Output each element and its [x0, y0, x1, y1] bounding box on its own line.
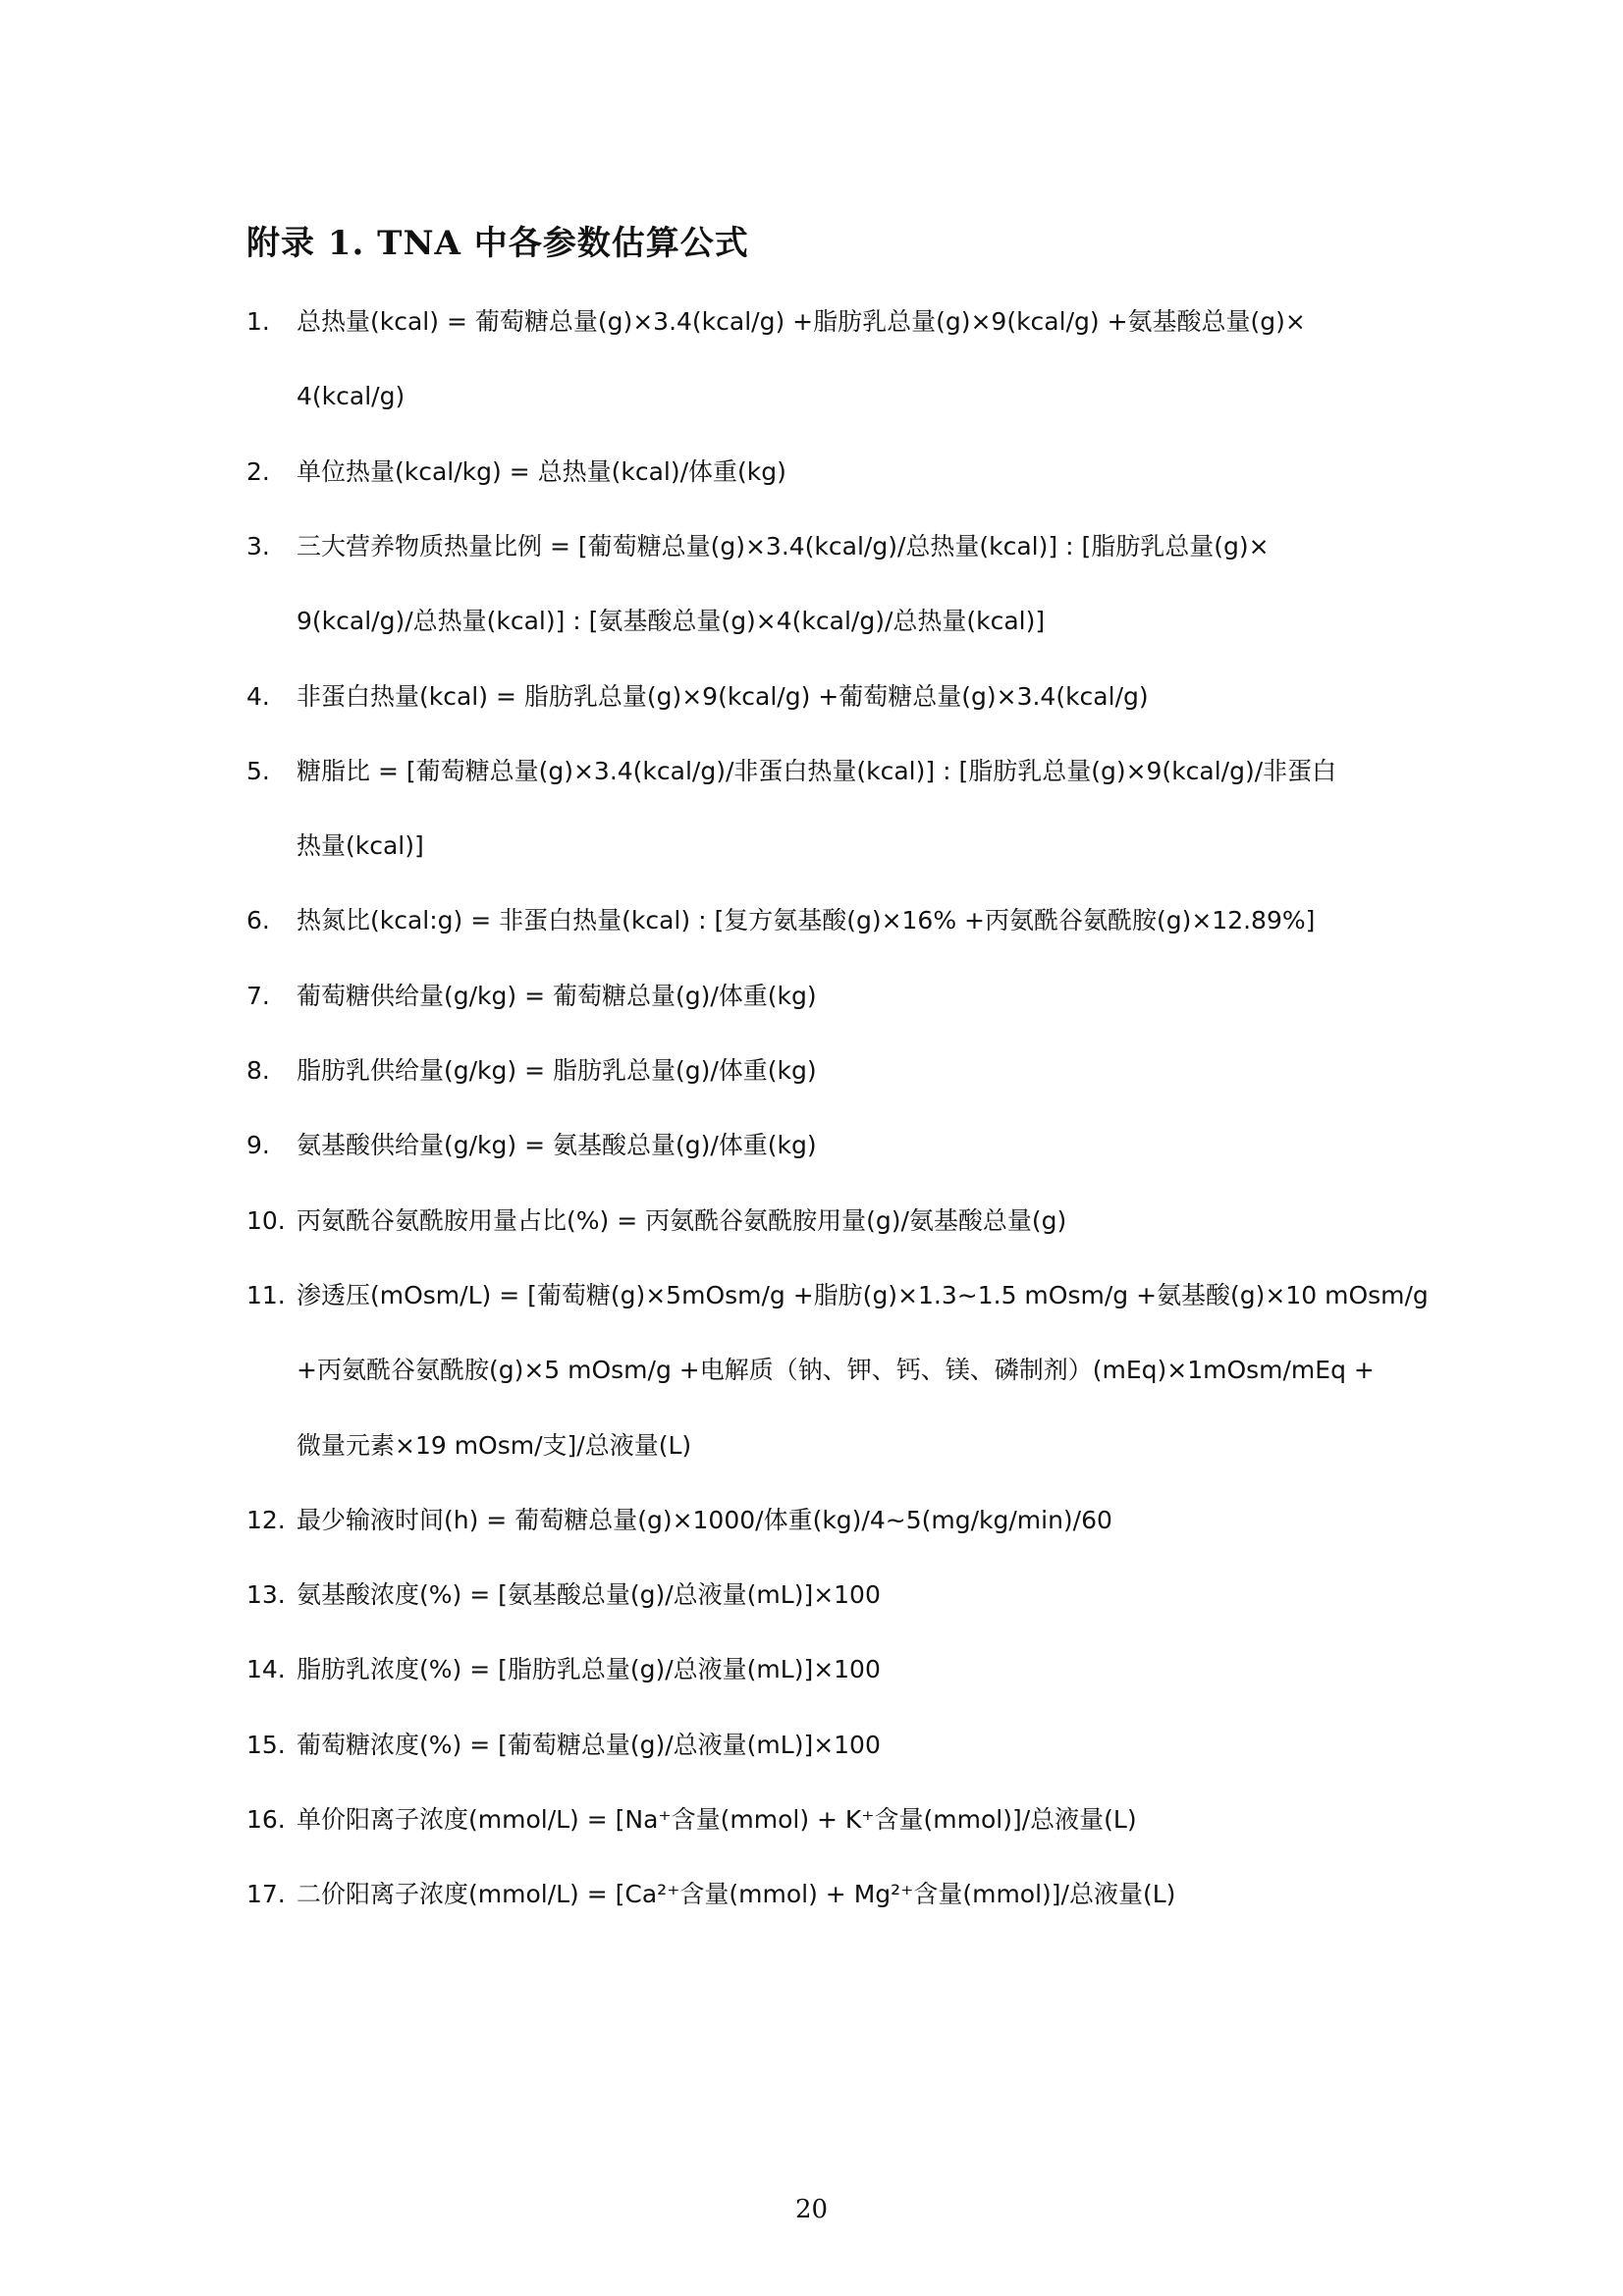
page-number: 20: [794, 2195, 829, 2224]
formula-text: 微量元素×19 mOsm/支]/总液量(L): [297, 1431, 692, 1460]
formula-text: 葡萄糖浓度(%) = [葡萄糖总量(g)/总液量(mL)]×100: [297, 1731, 881, 1759]
formula-number: 16.: [246, 1805, 286, 1834]
formula-number: 5.: [246, 757, 270, 785]
formula-text: 总热量(kcal) = 葡萄糖总量(g)×3.4(kcal/g) +脂肪乳总量(g)×9(kcal/g) +氨基酸总量(g)×: [297, 307, 1306, 336]
formula-text: 糖脂比 = [葡萄糖总量(g)×3.4(kcal/g)/非蛋白热量(kcal)] : [脂肪乳总量(g)×9(kcal/g)/非蛋白: [297, 757, 1337, 785]
formula-text: 单价阳离子浓度(mmol/L) = [Na⁺含量(mmol) + K⁺含量(mmol)]/总液量(L): [297, 1805, 1137, 1834]
formula-text: 最少输液时间(h) = 葡萄糖总量(g)×1000/体重(kg)/4~5(mg/kg/min)/60: [297, 1506, 1112, 1534]
formula-number: 12.: [246, 1506, 286, 1534]
formula-text: 4(kcal/g): [297, 382, 406, 410]
formula-number: 11.: [246, 1281, 286, 1309]
formula-text: 氨基酸浓度(%) = [氨基酸总量(g)/总液量(mL)]×100: [297, 1580, 881, 1609]
formula-text: 脂肪乳供给量(g/kg) = 脂肪乳总量(g)/体重(kg): [297, 1056, 817, 1085]
formula-text: 非蛋白热量(kcal) = 脂肪乳总量(g)×9(kcal/g) +葡萄糖总量(g)×3.4(kcal/g): [297, 682, 1149, 711]
formula-text: 9(kcal/g)/总热量(kcal)] : [氨基酸总量(g)×4(kcal/g)/总热量(kcal)]: [297, 607, 1046, 635]
formula-text: 脂肪乳浓度(%) = [脂肪乳总量(g)/总液量(mL)]×100: [297, 1655, 881, 1683]
formula-text: 氨基酸供给量(g/kg) = 氨基酸总量(g)/体重(kg): [297, 1131, 817, 1159]
formula-number: 14.: [246, 1655, 286, 1683]
formula-text: 热氮比(kcal:g) = 非蛋白热量(kcal) : [复方氨基酸(g)×16% +丙氨酰谷氨酰胺(g)×12.89%]: [297, 906, 1316, 934]
formula-text: 葡萄糖供给量(g/kg) = 葡萄糖总量(g)/体重(kg): [297, 982, 817, 1010]
formula-text: 三大营养物质热量比例 = [葡萄糖总量(g)×3.4(kcal/g)/总热量(kcal)] : [脂肪乳总量(g)×: [297, 532, 1270, 561]
formula-number: 8.: [246, 1056, 270, 1085]
formula-number: 3.: [246, 532, 270, 561]
formula-number: 1.: [246, 307, 270, 336]
formula-number: 4.: [246, 682, 270, 711]
formula-text: 单位热量(kcal/kg) = 总热量(kcal)/体重(kg): [297, 457, 786, 486]
formula-number: 13.: [246, 1580, 286, 1609]
formula-text: 渗透压(mOsm/L) = [葡萄糖(g)×5mOsm/g +脂肪(g)×1.3~1.5 mOsm/g +氨基酸(g)×10 mOsm/g: [297, 1281, 1429, 1309]
appendix-heading: 附录 1. TNA 中各参数估算公式: [246, 224, 749, 263]
formula-text: 热量(kcal)]: [297, 831, 424, 860]
formula-number: 7.: [246, 982, 270, 1010]
formula-number: 2.: [246, 457, 270, 486]
formula-text: 丙氨酰谷氨酰胺用量占比(%) = 丙氨酰谷氨酰胺用量(g)/氨基酸总量(g): [297, 1206, 1067, 1235]
formula-text: 二价阳离子浓度(mmol/L) = [Ca²⁺含量(mmol) + Mg²⁺含量(mmol)]/总液量(L): [297, 1880, 1176, 1908]
formula-number: 17.: [246, 1880, 286, 1908]
formula-number: 10.: [246, 1206, 286, 1235]
formula-text: +丙氨酰谷氨酰胺(g)×5 mOsm/g +电解质（钠、钾、钙、镁、磷制剂）(mEq)×1mOsm/mEq +: [297, 1356, 1375, 1384]
formula-number: 15.: [246, 1731, 286, 1759]
formula-number: 6.: [246, 906, 270, 934]
formula-number: 9.: [246, 1131, 270, 1159]
